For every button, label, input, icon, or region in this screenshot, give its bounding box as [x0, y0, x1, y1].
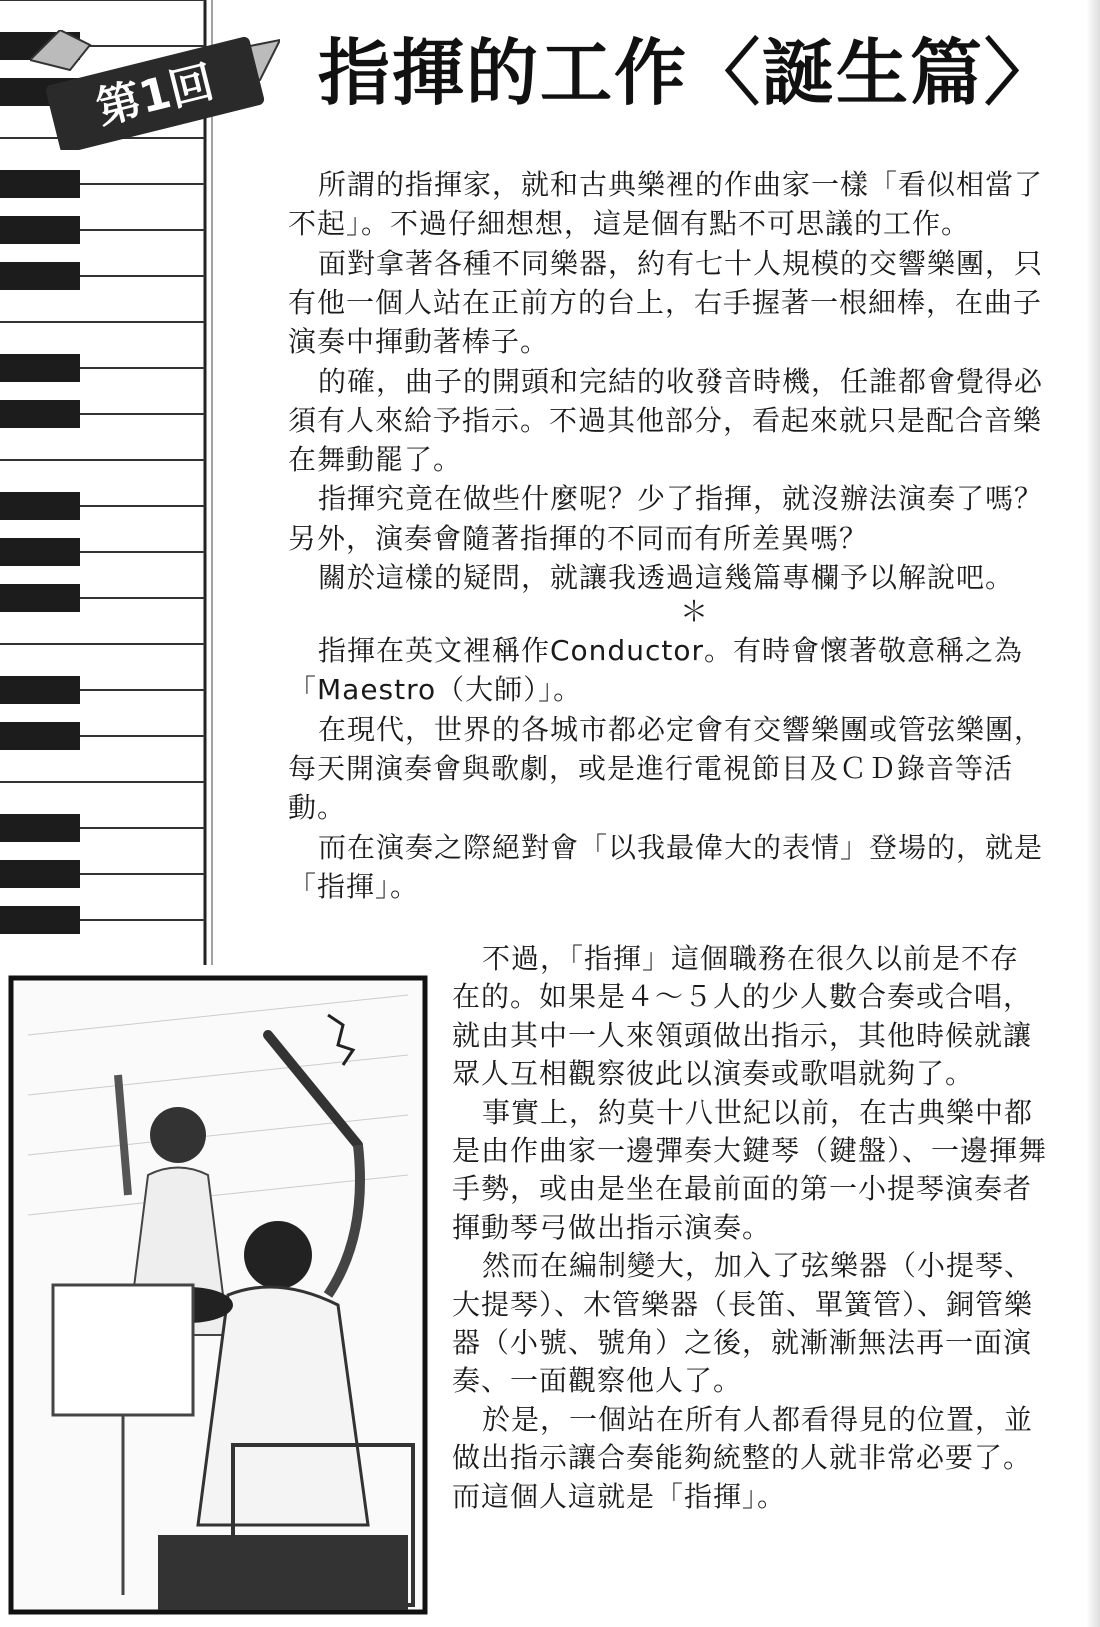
text-line: 的確，曲子的開頭和完結的收發音時機，任誰都會覺得必	[318, 364, 1044, 398]
text-line: 手勢，或由是坐在最前面的第一小提琴演奏者	[452, 1172, 1033, 1206]
black-key	[0, 584, 80, 612]
black-key	[0, 170, 80, 198]
black-key	[0, 722, 80, 750]
page-gutter-shadow	[1086, 0, 1100, 1627]
text-line: 「指揮」。	[288, 869, 420, 903]
text-line: 奏、一面觀察他人了。	[452, 1364, 743, 1398]
text-line: 指揮究竟在做些什麼呢？少了指揮，就沒辦法演奏了嗎？	[318, 482, 1044, 516]
text-line: 有他一個人站在正前方的台上，右手握著一根細棒，在曲子	[288, 285, 1043, 319]
chapter-badge	[30, 30, 280, 150]
black-key	[0, 814, 80, 842]
page-title: 指揮的工作〈誕生篇〉	[318, 31, 1059, 115]
text-line: 不起」。不過仔細想想，這是個有點不可思議的工作。	[288, 207, 971, 241]
black-key	[0, 676, 80, 704]
text-line: 在的。如果是４～５人的少人數合奏或合唱，	[452, 980, 1033, 1014]
black-key	[0, 262, 80, 290]
text-line: 事實上，約莫十八世紀以前，在古典樂中都	[482, 1095, 1034, 1129]
text-line: 另外，演奏會隨著指揮的不同而有所差異嗎？	[288, 521, 869, 555]
text-line: 而這個人這就是「指揮」。	[452, 1479, 787, 1513]
text-line: 大提琴）、木管樂器（長笛、單簧管）、銅管樂	[452, 1287, 1034, 1321]
text-line: 演奏中揮動著棒子。	[288, 325, 550, 359]
black-key	[0, 492, 80, 520]
text-line: 所謂的指揮家，就和古典樂裡的作曲家一樣「看似相當了	[318, 168, 1044, 201]
black-key	[0, 216, 80, 244]
section-separator: ＊	[680, 595, 709, 628]
text-line: 關於這樣的疑問，就讓我透過這幾篇專欄予以解說吧。	[318, 561, 1015, 594]
manga-illustration-panel	[8, 975, 428, 1615]
text-line: 在舞動罷了。	[288, 443, 463, 477]
black-key	[0, 860, 80, 888]
text-line: 然而在編制變大，加入了弦樂器（小提琴、	[482, 1249, 1034, 1283]
black-key	[0, 400, 80, 428]
text-line: 是由作曲家一邊彈奏大鍵琴（鍵盤）、一邊揮舞	[452, 1134, 1048, 1167]
text-line: 動。	[288, 791, 347, 825]
text-line: 揮動琴弓做出指示演奏。	[452, 1210, 772, 1244]
text-line: 眾人互相觀察彼此以演奏或歌唱就夠了。	[452, 1057, 975, 1091]
text-line: 器（小號、號角）之後，就漸漸無法再一面演	[452, 1326, 1033, 1359]
text-line: 須有人來給予指示。不過其他部分，看起來就只是配合音樂	[288, 403, 1043, 437]
text-line: 在現代，世界的各城市都必定會有交響樂團或管弦樂團，	[318, 712, 1044, 746]
black-key	[0, 354, 80, 382]
text-line: 做出指示讓合奏能夠統整的人就非常必要了。	[452, 1441, 1033, 1475]
text-line: 不過，「指揮」這個職務在很久以前是不存	[482, 942, 1020, 975]
text-line: 指揮在英文裡稱作Conductor。有時會懷著敬意稱之為	[318, 634, 1023, 667]
text-line: 「Maestro（大師）」。	[288, 673, 583, 707]
chapter-badge-text: 第1回	[91, 56, 219, 135]
black-key	[0, 906, 80, 934]
text-line: 每天開演奏會與歌劇，或是進行電視節目及ＣＤ錄音等活	[288, 751, 1014, 785]
text-line: 面對拿著各種不同樂器，約有七十人規模的交響樂團，只	[318, 246, 1044, 280]
text-line: 就由其中一人來領頭做出指示，其他時候就讓	[452, 1018, 1033, 1052]
black-key	[0, 538, 80, 566]
text-line: 而在演奏之際絕對會「以我最偉大的表情」登場的，就是	[318, 830, 1044, 864]
text-line: 於是，一個站在所有人都看得見的位置，並	[482, 1402, 1034, 1436]
